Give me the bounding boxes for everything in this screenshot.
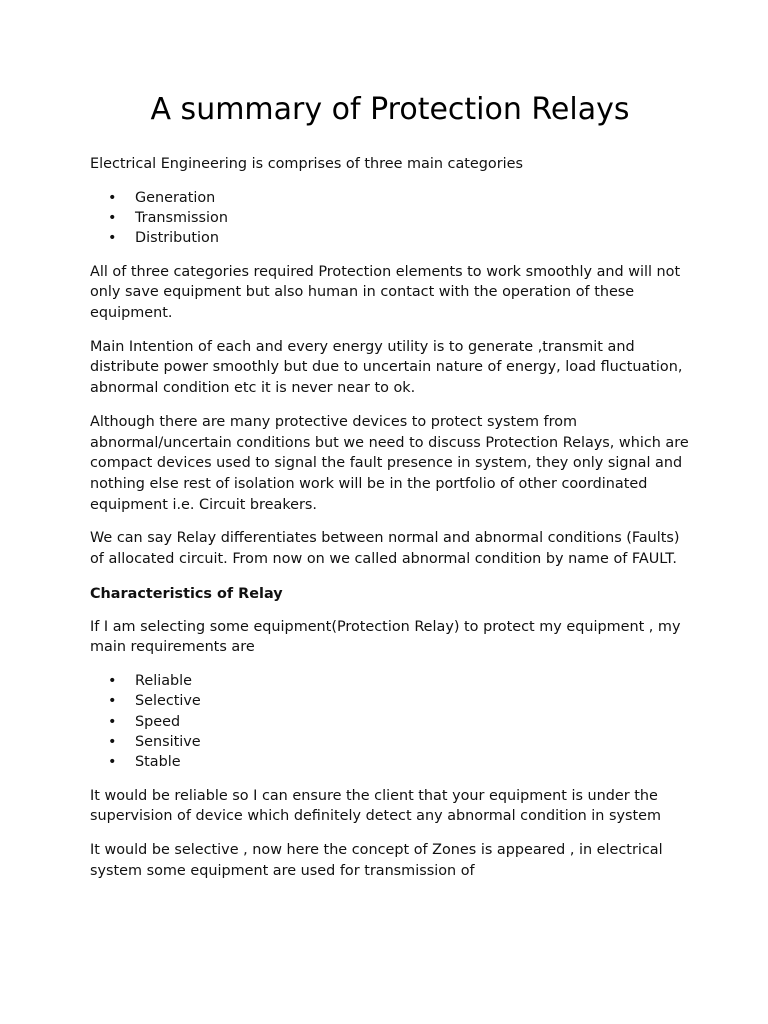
- list-item: • Distribution: [135, 228, 690, 248]
- requirements-list: [90, 671, 690, 772]
- document-title: A summary of Protection Relays: [150, 92, 630, 127]
- body-paragraph: It would be selective , now here the concept of Zones is appeared , in electrical system some equipment are used for transmission of: [90, 842, 663, 879]
- body-paragraph: All of three categories required Protection elements to work smoothly and will not only save equipment but also human in contact with the operation of these equipment.: [90, 263, 681, 321]
- section-heading: Characteristics of Relay: [90, 585, 283, 602]
- body-paragraph: It would be reliable so I can ensure the client that your equipment is under the supervision of device which definitely detect any abnormal condition in system: [90, 787, 661, 825]
- list-item: • Generation: [135, 188, 690, 208]
- list-item: • Sensitive: [135, 732, 690, 752]
- list-item: • Speed: [135, 712, 690, 732]
- body-paragraph: Although there are many protective devices to protect system from abnormal/uncertain conditions but we need to discuss Protection Relays, which are compact devices used to signal the fault presence in system, they only signal and nothing else rest of isolation work will be in the portfolio of other coordinated equipment i.e. Circuit breakers.: [90, 413, 689, 513]
- list-item: • Stable: [135, 752, 690, 772]
- requirements-intro: If I am selecting some equipment(Protection Relay) to protect my equipment , my main requirements are: [90, 618, 681, 656]
- categories-list: [90, 188, 690, 249]
- list-item: • Transmission: [135, 208, 690, 228]
- intro-paragraph: Electrical Engineering is comprises of three main categories: [90, 156, 523, 172]
- list-item: • Reliable: [135, 671, 690, 691]
- list-item: • Selective: [135, 691, 690, 711]
- document-body: [90, 90, 690, 894]
- body-paragraph: Main Intention of each and every energy utility is to generate ,transmit and distribute power smoothly but due to uncertain nature of energy, load fluctuation, abnormal condition etc it is never near to ok.: [90, 338, 683, 397]
- body-paragraph: We can say Relay differentiates between normal and abnormal conditions (Faults) of allocated circuit. From now on we called abnormal condition by name of FAULT.: [90, 530, 680, 568]
